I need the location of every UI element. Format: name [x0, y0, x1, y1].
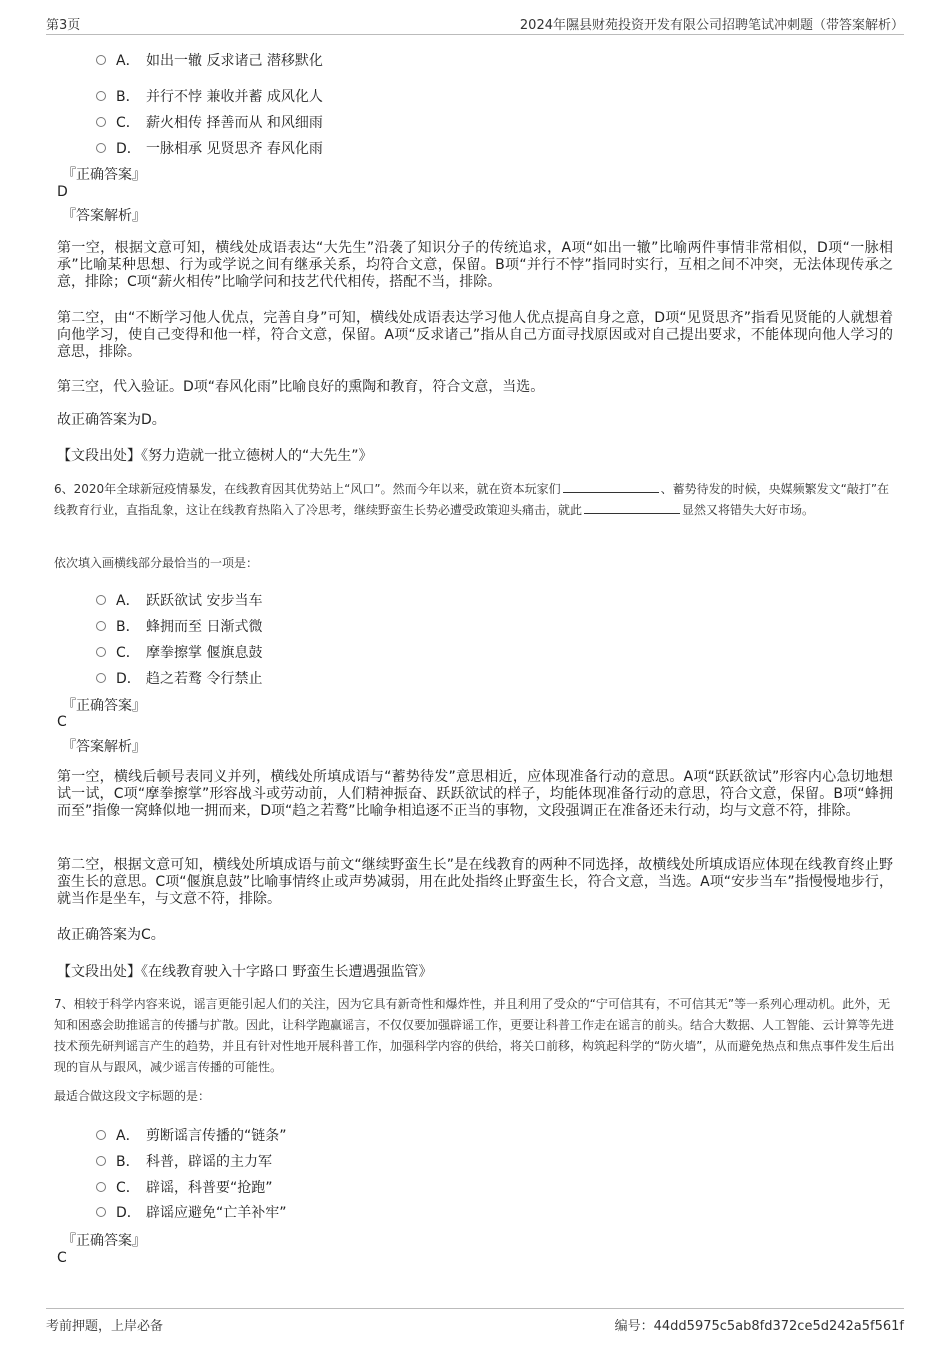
q5-analysis-paragraph: 第一空，根据文意可知，横线处成语表达“大先生”沿袭了知识分子的传统追求，A项“如出一辙”比喻两件事情非常相似，D项“一脉相承”比喻某种思想、行为或学说之间有继承关系，均符合文意，保留。B项“并行不悖”指同时实行，互相之间不冲突，无法体现传承之意，排除；C项“薪火相传”比喻学问和技艺代代相传，搭配不当，排除。: [57, 240, 893, 290]
q6-answer-label: 『正确答案』: [62, 698, 146, 714]
q5-source: 【文段出处】《努力造就一批立德树人的“大先生”》: [57, 448, 373, 464]
footer-slogan: 考前押题，上岸必备: [46, 1319, 164, 1334]
radio-icon[interactable]: [96, 673, 106, 683]
q7-option-c[interactable]: C． 辟谣，科普要“抢跑”: [96, 1177, 273, 1197]
q7-prompt: 最适合做这段文字标题的是：: [54, 1089, 211, 1103]
radio-icon[interactable]: [96, 1207, 106, 1217]
q5-option-c[interactable]: C． 薪火相传 择善而从 和风细雨: [96, 112, 323, 132]
radio-icon[interactable]: [96, 1182, 106, 1192]
q6-analysis-conclusion: 故正确答案为C。: [57, 927, 165, 943]
q6-prompt: 依次填入画横线部分最恰当的一项是：: [54, 556, 259, 570]
radio-icon[interactable]: [96, 621, 106, 631]
q6-analysis-label: 『答案解析』: [62, 739, 146, 755]
q6-answer-value: C: [57, 714, 67, 730]
fill-blank: [584, 501, 680, 514]
q7-stem: 7、相较于科学内容来说，谣言更能引起人们的关注，因为它具有新奇性和爆炸性，并且利用了受众的“宁可信其有，不可信其无”等一系列心理动机。此外，无知和困惑会助推谣言的传播与扩散。因此，让科学跑赢谣言，不仅仅要加强辟谣工作，更要让科普工作走在谣言的前头。结合大数据、人工智能、云计算等先进技术预先研判谣言产生的趋势，并且有针对性地开展科普工作，加强科学内容的供给，将关口前移，构筑起科学的“防火墙”，从而避免热点和焦点事件发生后出现的盲从与跟风，减少谣言传播的可能性。: [54, 997, 895, 1074]
page-header: [46, 14, 904, 35]
q5-option-a[interactable]: A． 如出一辙 反求诸己 潜移默化: [96, 50, 323, 70]
q7-answer-value: C: [57, 1250, 67, 1266]
q5-answer-value: D: [57, 184, 68, 200]
q5-option-b[interactable]: B． 并行不悖 兼收并蓄 成风化人: [96, 86, 323, 106]
radio-icon[interactable]: [96, 1156, 106, 1166]
q6-stem: 6、2020年全球新冠疫情暴发，在线教育因其优势站上“风口”。然而今年以来，就在资本玩家们 、蓄势待发的时候，央媒频繁发文“敲打”在线教育行业，直指乱象，这让在线教育热陷入了冷思考，继续野蛮生长势必遭受政策迎头痛击，就此 显然又将错失大好市场。: [54, 482, 890, 517]
q5-analysis-label: 『答案解析』: [62, 208, 146, 224]
radio-icon[interactable]: [96, 117, 106, 127]
q5-answer-label: 『正确答案』: [62, 167, 146, 183]
q5-analysis-conclusion: 故正确答案为D。: [57, 412, 166, 428]
q7-answer-label: 『正确答案』: [62, 1233, 146, 1249]
q7-option-b[interactable]: B． 科普，辟谣的主力军: [96, 1151, 272, 1171]
document-id: 编号：44dd5975c5ab8fd372ce5d242a5f561f: [614, 1319, 904, 1334]
q6-analysis-paragraph: 第一空，横线后顿号表同义并列，横线处所填成语与“蓄势待发”意思相近，应体现准备行动的意思。A项“跃跃欲试”形容内心急切地想试一试，C项“摩拳擦掌”形容战斗或劳动前，人们精神振奋、跃跃欲试的样子，均能体现准备行动的意思，符合文意，保留。B项“蜂拥而至”指像一窝蜂似地一拥而来，D项“趋之若鹜”比喻争相追逐不正当的事物，文段强调正在准备还未行动，均与文意不符，排除。: [57, 769, 893, 819]
q6-option-a[interactable]: A． 跃跃欲试 安步当车: [96, 590, 262, 610]
radio-icon[interactable]: [96, 1130, 106, 1140]
q5-analysis-paragraph: 第二空，由“不断学习他人优点，完善自身”可知，横线处成语表达学习他人优点提高自身之意，D项“见贤思齐”指看见贤能的人就想着向他学习，使自己变得和他一样，符合文意，保留。A项“反求诸己”指从自己方面寻找原因或对自己提出要求，不能体现向他人学习的意思，排除。: [57, 310, 893, 360]
document-title: 2024年隰县财苑投资开发有限公司招聘笔试冲刺题（带答案解析）: [519, 18, 904, 33]
q6-option-b[interactable]: B． 蜂拥而至 日渐式微: [96, 616, 262, 636]
radio-icon[interactable]: [96, 55, 106, 65]
radio-icon[interactable]: [96, 647, 106, 657]
radio-icon[interactable]: [96, 91, 106, 101]
q7-option-a[interactable]: A． 剪断谣言传播的“链条”: [96, 1125, 287, 1145]
q5-option-d[interactable]: D． 一脉相承 见贤思齐 春风化雨: [96, 138, 323, 158]
page-number: 第3页: [46, 18, 81, 33]
q6-option-c[interactable]: C． 摩拳擦掌 偃旗息鼓: [96, 642, 262, 662]
page-footer: [46, 1308, 904, 1337]
radio-icon[interactable]: [96, 143, 106, 153]
fill-blank: [563, 480, 659, 493]
q6-source: 【文段出处】《在线教育驶入十字路口 野蛮生长遭遇强监管》: [57, 964, 433, 980]
q6-option-d[interactable]: D． 趋之若鹜 令行禁止: [96, 668, 262, 688]
q6-analysis-paragraph: 第二空，根据文意可知，横线处所填成语与前文“继续野蛮生长”是在线教育的两种不同选择，故横线处所填成语应体现在线教育终止野蛮生长的意思。C项“偃旗息鼓”比喻事情终止或声势减弱，用在此处指终止野蛮生长，符合文意，当选。A项“安步当车”指慢慢地步行，就当作是坐车，与文意不符，排除。: [57, 857, 893, 907]
radio-icon[interactable]: [96, 595, 106, 605]
q5-analysis-paragraph: 第三空，代入验证。D项“春风化雨”比喻良好的熏陶和教育，符合文意，当选。: [57, 379, 545, 395]
q7-option-d[interactable]: D． 辟谣应避免“亡羊补牢”: [96, 1202, 287, 1222]
